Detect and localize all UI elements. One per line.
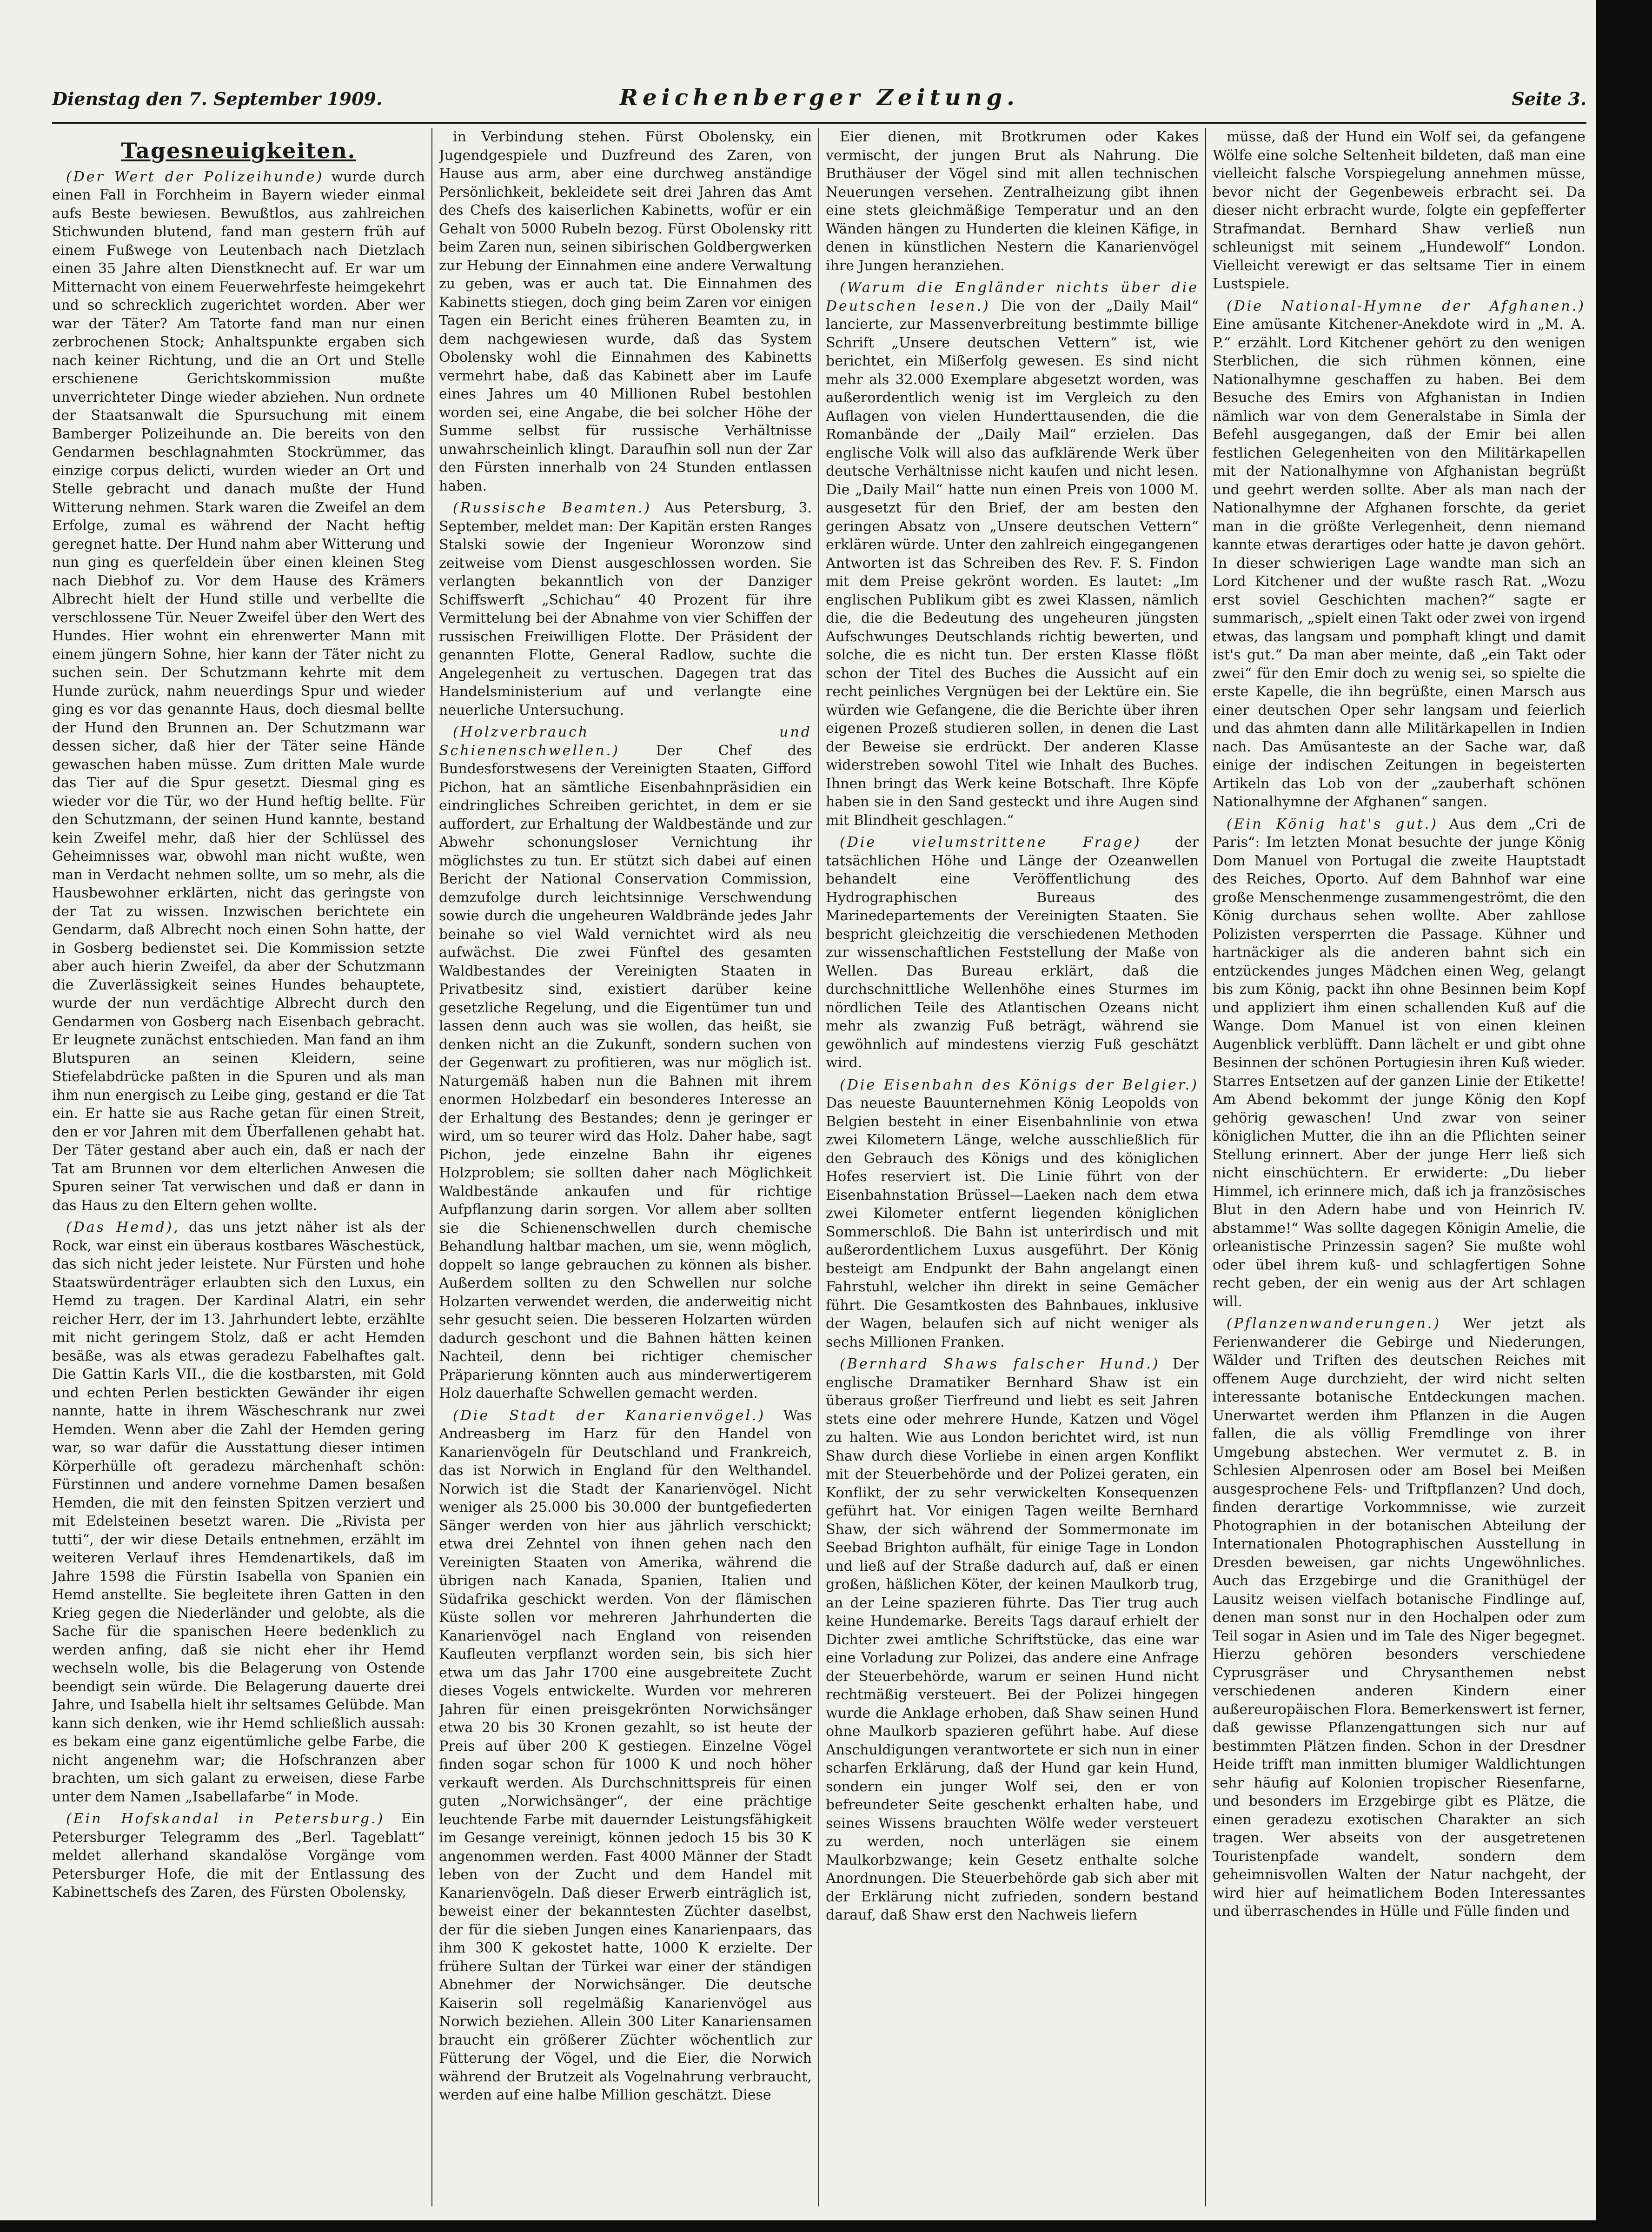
column-2 [439, 128, 812, 2206]
article-keyword: (Die Stadt der Kanarienvögel.) [453, 1407, 766, 1424]
article-paragraph [1213, 1315, 1586, 1921]
article-keyword: (Bernhard Shaws falscher Hund.) [840, 1356, 1160, 1372]
article-text: der tatsächlichen Höhe und Länge der Ozeanwellen behandelt eine Veröffentlichung des Hydrographischen Bureaus des Marinedepartements der Vereinigten Staaten. Sie bespricht gleichzeitig die verschiedenen Methoden zur wissenschaftlichen Feststellung der Maße von Wellen. Das Bureau erklärt, daß die durchschnittliche Wellenhöhe eines Sturmes im nördlichen Teile des Atlantischen Ozeans nicht mehr als zwanzig Fuß beträgt, während sie gewöhnlich auf mindestens vierzig Fuß geschätzt wird. [826, 834, 1199, 1071]
article-paragraph [826, 833, 1199, 1072]
article-text: Wer jetzt als Ferienwanderer die Gebirge und Niederungen, Wälder und Triften des deutschen Reiches mit offenem Auge durchzieht, der wird nicht selten interessante botanische Entdeckungen machen. Unerwartet werden ihm Pflanzen in die Augen fallen, die als völlig Fremdlinge von ihrer Umgebung abstechen. Wer vermutet z. B. in Schlesien Alpenrosen oder am Bosel bei Meißen ausgesprochene Fels- und Triftpflanzen? Und doch, finden derartige Vorkommnisse, wie zurzeit Photographien in der botanischen Abteilung der Internationalen Photographischen Ausstellung in Dresden beweisen, gar nichts Ungewöhnliches. Auch das Erzgebirge und die Granithügel der Lausitz weisen vielfach botanische Findlinge auf, denen man sonst nur in den Hochalpen oder zum Teil sogar in Asien und im Tale des Niger begegnet. Hierzu gehören besonders verschiedene Cyprusgräser und Chrysanthemen nebst verschiedenen anderen Kindern einer außereuropäischen Flora. Bemerkenswert ist ferner, daß gewisse Pflanzengattungen sich nur auf bestimmten Plätzen finden. Schon in der Dresdner Heide trifft man inmitten blumiger Waldlichtungen sehr häufig auf Kolonien tropischer Riesenfarne, und besonders im Erzgebirge gibt es Plätze, die einen geradezu exotischen Charakter an sich tragen. Wer abseits von der ausgetretenen Touristenpfade wandelt, sondern dem geheimnisvollen Walten der Natur nachgeht, der wird hier auf heimatlichem Boden Interessantes und überraschendes in Hülle und Fülle finden und [1213, 1315, 1586, 1920]
article-text: Aus Petersburg, 3. September, meldet man: Der Kapitän ersten Ranges Stalski sowie der Ingenieur Woronzow sind zeitweise vom Dienst ausgeschlossen worden. Sie verlangten bekanntlich von der Danziger Schiffswerft „Schichau“ 40 Prozent für ihre Vermittelung bei der Abnahme von vier Schiffen der russischen Freiwilligen Flotte. Der Präsident der genannten Flotte, General Radlow, suchte die Angelegenheit zu vertuschen. Dagegen trat das Handelsministerium auf und verlangte eine neuerliche Untersuchung. [439, 500, 812, 718]
article-paragraph [1213, 815, 1586, 1311]
article-paragraph [52, 168, 425, 1215]
issue-date: Dienstag den 7. September 1909. [52, 88, 383, 109]
article-text: Der Chef des Bundesforstwesens der Vereinigten Staaten, Gifford Pichon, hat an sämtliche Eisenbahnpräsidien ein eindringliches Schreiben gerichtet, in dem er sie auffordert, zur Erhaltung der Waldbestände und zur Abwehr schonungsloser Vernichtung ihr möglichstes zu tun. Er stützt sich dabei auf einen Bericht der National Conservation Commission, demzufolge durch leichtsinnige Verschwendung sowie durch die ungeheuren Waldbrände jedes Jahr beinahe so viel Wald vernichtet wird als neu aufwächst. Die zwei Fünftel des gesamten Waldbestandes der Vereinigten Staaten in Privatbesitz sind, existiert darüber keine gesetzliche Regelung, und die Eigentümer tun und lassen denn auch was sie wollen, das heißt, sie denken nicht an die Zukunft, sondern suchen von der Gegenwart zu profitieren, was nur möglich ist. Naturgemäß haben nun die Bahnen mit ihrem enormen Holzbedarf ein besonderes Interesse an der Erhaltung des Bestandes; denn je geringer er wird, um so teurer wird das Holz. Daher habe, sagt Pichon, jede einzelne Bahn ihr eigenes Holzproblem; sie sollten daher nach Möglichkeit Waldbestände ankaufen und für richtige Aufpflanzung darin sorgen. Vor allem aber sollten sie die Schienenschwellen durch chemische Behandlung haltbar machen, um sie, wenn möglich, doppelt so lange gebrauchen zu können als bisher. Außerdem sollten zu den Schwellen nur solche Holzarten verwendet werden, die anderweitig nicht sehr gesucht seien. Die besseren Holzarten würden dadurch geschont und die Bahnen hätten keinen Nachteil, denn bei richtiger chemischer Präparierung könnten auch aus minderwertigerem Holz dauerhafte Schwellen gemacht werden. [439, 742, 812, 1402]
article-text: Eier dienen, mit Brotkrumen oder Kakes vermischt, der jungen Brut als Nahrung. Die Bruthäuser der Vögel sind mit allen technischen Neuerungen versehen. Zentralheizung gibt ihnen eine stets gleichmäßige Temperatur und an den Wänden hängen zu Hunderten die kleinen Käfige, in denen in künstlichen Nestern die Kanarienvögel ihre Jungen heranziehen. [826, 129, 1199, 274]
article-keyword: (Die National-Hymne der Afghanen.) [1227, 298, 1586, 314]
article-keyword: (Der Wert der Polizeihunde) [66, 168, 324, 185]
article-paragraph [52, 1218, 425, 1806]
article-paragraph [826, 279, 1199, 830]
article-paragraph [1213, 128, 1586, 293]
article-paragraph [52, 1810, 425, 1902]
article-text: Ein Petersburger Telegramm des „Berl. Tageblatt“ meldet allerhand skandalöse Vorgänge vom Petersburger Hofe, die mit der Entlassung des Kabinettschefs des Zaren, des Fürsten Obolensky, [52, 1811, 425, 1900]
article-keyword: (Die vielumstrittene Frage) [840, 834, 1141, 850]
article-paragraph [826, 1355, 1199, 1925]
article-paragraph [439, 1407, 812, 2105]
scan-border-bottom [0, 2220, 1652, 2232]
article-keyword: (Das Hemd), [66, 1219, 180, 1236]
article-list [439, 128, 812, 2105]
column-divider [818, 128, 819, 2206]
article-paragraph [1213, 297, 1586, 811]
article-keyword: (Ein Hofskandal in Petersburg.) [66, 1811, 385, 1827]
article-paragraph [439, 723, 812, 1403]
article-keyword: (Holzverbrauch und Schienenschwellen.) [439, 724, 812, 759]
article-list [1213, 128, 1586, 1921]
newspaper-title: Reichenberger Zeitung. [619, 85, 1019, 111]
article-paragraph [826, 1076, 1199, 1352]
column-1 [52, 128, 425, 2206]
column-3 [826, 128, 1199, 2206]
page-header [52, 85, 1586, 118]
header-rule [52, 122, 1586, 124]
article-list [52, 168, 425, 1902]
article-paragraph [439, 128, 812, 495]
page-number: Seite 3. [1512, 88, 1586, 109]
section-heading: Tagesneuigkeiten. [121, 138, 356, 163]
article-keyword: (Pflanzenwanderungen.) [1227, 1315, 1441, 1332]
article-text: Die von der „Daily Mail“ lancierte, zur Massenverbreitung bestimmte billige Schrift „Unsere deutschen Vettern“ ist, wie berichtet, ein Mißerfolg gewesen. Es sind nicht mehr als 32.000 Exemplare abgesetzt worden, was außerordentlich wenig ist im Vergleich zu den Auflagen von vielen Hunderttausenden, die die Romanbände der „Daily Mail“ erzielen. Das englische Volk will also das aufklärende Werk über deutsche Verhältnisse nicht kaufen und nicht lesen. Die „Daily Mail“ hatte nun einen Preis von 1000 M. ausgesetzt für den Brief, der am besten den geringen Absatz von „Unsere deutschen Vettern“ erklären würde. Unter den zahlreich eingegangenen Antworten ist das Schreiben des Rev. F. S. Findon mit dem Preise gekrönt worden. Es lautet: „Im englischen Publikum gibt es zwei Klassen, nämlich die, die die Bedeutung des ungeheuren jüngsten Aufschwunges Deutschlands richtig bewerten, und solche, die es nicht tun. Der ersten Klasse flößt schon der Titel des Buches die Aussicht auf ein recht peinliches Vergnügen bei der Lektüre ein. Sie würden wie Gefangene, die die Berichte über ihren eigenen Prozeß studieren sollen, in denen die Last der Beweise sie erdrückt. Der anderen Klasse widerstreben sowohl Titel wie Inhalt des Buches. Ihnen bringt das Werk keine Botschaft. Ihre Köpfe haben sie in den Sand gesteckt und ihre Augen sind mit Blindheit geschlagen.“ [826, 298, 1199, 829]
article-text: müsse, daß der Hund ein Wolf sei, da gefangene Wölfe eine solche Seltenheit bildeten, daß man eine vielleicht falsche Vorspiegelung annehmen müsse, bevor nicht der Gegenbeweis erbracht sei. Da dieser nicht erbracht wurde, folgte ein gepfefferter Strafmandat. Bernhard Shaw verließ nun schleunigst mit seinem „Hundewolf“ London. Vielleicht verewigt er das seltsame Tier in einem Lustspiele. [1213, 129, 1586, 292]
article-text: wurde durch einen Fall in Forchheim in Bayern wieder einmal aufs Beste bewiesen. Bewußtlos, aus zahlreichen Stichwunden blutend, fand man gestern früh auf einem Fußwege von Leutenbach nach Dietzlach einen 35 Jahre alten Dienstknecht auf. Er war um Mitternacht von einem Feuerwehrfeste heimgekehrt und so schrecklich zugerichtet worden. Aber wer war der Täter? Am Tatorte fand man nur einen zerbrochenen Stock; Anhaltspunkte ergaben sich nach keiner Richtung, und die an Ort und Stelle erschienene Gerichtskommission mußte unverrichteter Dinge wieder abziehen. Nun ordnete der Staatsanwalt die Spursuchung mit einem Bamberger Polizeihunde an. Die bereits von den Gendarmen beschlagnahmten Stockrümmer, das einzige corpus delicti, wurden wieder an Ort und Stelle gebracht und danach mußte der Hund Witterung nehmen. Stark waren die Zweifel an dem Erfolge, zumal es während der Nacht heftig geregnet hatte. Der Hund nahm aber Witterung und nun ging es querfeldein über einen kleinen Steg nach Diebhof zu. Vor dem Hause des Krämers Albrecht hielt der Hund stille und verbellte die verschlossene Tür. Neuer Zweifel über den Wert des Hundes. Hier wohnt ein ehrenwerter Mann mit einem jüngern Sohne, hier kann der Täter nicht zu suchen sein. Der Schutzmann kehrte mit dem Hunde zurück, nahm neuerdings Spur und wieder ging es vor das genannte Haus, doch diesmal bellte der Hund den Brunnen an. Der Schutzmann war dessen sicher, daß hier der Täter seine Hände gewaschen haben müsse. Zum dritten Male wurde das Tier auf die Spur gesetzt. Diesmal ging es wieder vor die Tür, wo der Hund heftig bellte. Für den Schutzmann, der seinen Hund kannte, bestand kein Zweifel mehr, daß hier der Schlüssel des Geheimnisses war, obwohl man nicht wußte, wen man in Verdacht nehmen sollte, um so mehr, als die Hausbewohner erklärten, nicht das geringste von der Tat zu wissen. Inzwischen berichtete ein Gendarm, daß Albrecht noch einen Sohn hatte, der in Gosberg bedienstet sei. Die Kommission setzte aber auch hierin Zweifel, da aber der Schutzmann die Zuverlässigkeit seines Hundes behauptete, wurde der nun verdächtige Albrecht durch den Gendarmen von Gosberg nach Eisenbach gebracht. Er leugnete zunächst entschieden. Man fand an ihm Blutspuren an seinen Kleidern, seine Stiefelabdrücke paßten in die Spuren und als man ihm nun energisch zu Leibe ging, gestand er die Tat ein. Er hatte sie aus Rache getan für einen Streit, den er vor Jahren mit dem Überfallenen gehabt hat. Der Täter gestand aber auch ein, daß er nach der Tat am Brunnen vor dem elterlichen Anwesen die Spuren seiner Tat verwischen und daß er dann in das Haus zu den Eltern gehen wollte. [52, 168, 425, 1214]
article-text: Eine amüsante Kitchener-Anekdote wird in „M. A. P.“ erzählt. Lord Kitchener gehört zu den wenigen Sterblichen, die sich rühmen können, eine Nationalhymne geschaffen zu haben. Bei dem Besuche des Emirs von Afghanistan in Indien nämlich war von dem Generalstabe in Simla der Befehl ausgegangen, daß der Emir bei allen festlichen Gelegenheiten von den Militärkapellen mit der Nationalhymne von Afghanistan begrüßt und geehrt werden sollte. Aber als man nach der Nationalhymne der Afghanen forschte, da geriet man in die größte Verlegenheit, denn niemand kannte etwas derartiges oder hatte je davon gehört. In dieser schwierigen Lage wandte man sich an Lord Kitchener und der wußte rasch Rat. „Wozu erst soviel Geschichten machen?“ sagte er summarisch, „spielt einen Takt oder zwei von irgend etwas, das langsam und pomphaft klingt und damit ist's gut.“ Da man aber meinte, daß „ein Takt oder zwei“ für den Emir doch zu wenig sei, so spielte die erste Kapelle, die ihn begrüßte, einen Marsch aus einer deutschen Oper sehr langsam und feierlich und das ahmten dann alle Militärkapellen in Indien nach. Das Amüsanteste an der Sache war, daß einige der indischen Zeitungen in begeisterten Artikeln das Lob von der „zauberhaft schönen Nationalhymne der Afghanen“ sangen. [1213, 316, 1586, 810]
article-keyword: (Die Eisenbahn des Königs der Belgier.) [840, 1076, 1199, 1093]
column-4 [1213, 128, 1586, 2206]
article-text: das uns jetzt näher ist als der Rock, war einst ein überaus kostbares Wäschestück, das sich nicht jeder leistete. Nur Fürsten und hohe Staatswürdenträger erlaubten sich den Luxus, ein Hemd zu tragen. Der Kardinal Alatri, ein sehr reicher Herr, der im 13. Jahrhundert lebte, erzählte mit nicht geringem Stolz, daß er acht Hemden besäße, was als etwas geradezu Fabelhaftes galt. Die Gattin Karls VII., die die kostbarsten, mit Gold und echten Perlen bestickten Gewänder ihr eigen nannte, hatte in ihrem Wäscheschrank nur zwei Hemden. Wenn aber die Zahl der Hemden gering war, so war dafür die Ausstattung dieser intimen Körperhülle oft geradezu märchenhaft schön: Fürstinnen und andere vornehme Damen besaßen Hemden, die mit den feinsten Spitzen verziert und mit Edelsteinen besetzt waren. Die „Rivista per tutti“, der wir diese Details entnehmen, erzählt im weiteren Verlauf ihres Hemdenartikels, daß im Jahre 1598 die Fürstin Isabella von Spanien ein Hemd anstellte. Sie begleitete ihren Gatten in den Krieg gegen die Niederländer und gelobte, als die Sache für die spanischen Heere bedenklich zu werden anfing, daß sie nicht eher ihr Hemd wechseln wolle, bis die Belagerung von Ostende beendigt sein würde. Die Belagerung dauerte drei Jahre, und Isabella hielt ihr seltsames Gelübde. Man kann sich denken, wie ihr Hemd schließlich aussah: es bekam eine ganz eigentümliche gelbe Farbe, die nicht angenehm war; die Hofschranzen aber brachten, um sich galant zu erweisen, diese Farbe unter dem Namen „Isabellafarbe“ in Mode. [52, 1219, 425, 1805]
article-paragraph [439, 499, 812, 719]
article-keyword: (Warum die Engländer nichts über die Deutschen lesen.) [826, 279, 1199, 314]
column-divider [1205, 128, 1206, 2206]
article-keyword: (Russische Beamten.) [453, 500, 652, 516]
article-text: in Verbindung stehen. Fürst Obolensky, ein Jugendgespiele und Duzfreund des Zaren, von Hause aus arm, aber eine durchweg anständige Persönlichkeit, bekleidete seit drei Jahren das Amt des Chefs des kaiserlichen Kabinetts, wofür er ein Gehalt von 5000 Rubeln bezog. Fürst Obolensky ritt beim Zaren nun, seinen sibirischen Goldbergwerken zur Hebung der Einnahmen eine andere Verwaltung zu geben, was er auch tat. Die Einnahmen des Kabinetts stiegen, doch ging beim Zaren vor einigen Tagen ein Bericht eines früheren Beamten zu, in dem nachgewiesen wurde, daß das System Obolensky wohl die Einnahmen des Kabinetts vermehrt habe, daß das Kabinett aber im Laufe eines Jahres um 40 Millionen Rubel bestohlen worden sei, eine Angabe, die bei solcher Höhe der Summe selbst für russische Verhältnisse unwahrscheinlich klingt. Daraufhin soll nun der Zar den Fürsten innerhalb von 24 Stunden entlassen haben. [439, 129, 812, 494]
column-divider [431, 128, 432, 2206]
article-text: Was Andreasberg im Harz für den Handel von Kanarienvögeln für Deutschland und Frankreich, das ist Norwich in England für den Welthandel. Norwich ist die Stadt der Kanarienvögel. Nicht weniger als 25.000 bis 30.000 der buntgefiederten Sänger werden von hier aus jährlich verschickt; etwa drei Zehntel von ihnen gehen nach den Vereinigten Staaten von Amerika, während die übrigen nach Kanada, Spanien, Italien und Südafrika geschickt werden. Von der flämischen Küste sollen vor mehreren Jahrhunderten die Kanarienvögel nach England von reisenden Kaufleuten verpflanzt worden sein, bis sich hier etwa um das Jahr 1700 eine ausgebreitete Zucht dieses Vogels entwickelte. Wurden vor mehreren Jahren für einen preisgekrönten Norwichsänger etwa 20 bis 30 Kronen gezahlt, so ist heute der Preis auf über 200 K gestiegen. Einzelne Vögel finden sogar schon für 1000 K und noch höher verkauft werden. Als Durchschnittspreis für einen guten „Norwichsänger“, der eine prächtige leuchtende Farbe mit dauernder Leistungsfähigkeit im Gesange vereinigt, können jedoch 15 bis 30 K angenommen werden. Fast 4000 Männer der Stadt leben von der Zucht und dem Handel mit Kanarienvögeln. Daß dieser Erwerb einträglich ist, beweist einer der bekanntesten Züchter daselbst, der für die sieben Jungen eines Kanarienpaars, das ihm 300 K gekostet hatte, 1000 K erzielte. Der frühere Sultan der Türkei war einer der ständigen Abnehmer der Norwichsänger. Die deutsche Kaiserin soll regelmäßig Kanarienvögel aus Norwich beziehen. Allein 300 Liter Kanariensamen braucht ein größerer Züchter wöchentlich zur Fütterung der Vögel, und die Eier, die Norwich während der Brutzeit als Vogelnahrung verbraucht, werden auf eine halbe Million geschätzt. Diese [439, 1407, 812, 2103]
article-text: Aus dem „Cri de Paris“: Im letzten Monat besuchte der junge König Dom Manuel von Portugal die zweite Hauptstadt des Reiches, Oporto. Auf dem Bahnhof war eine große Menschenmenge zusammengeströmt, die den König durchaus sehen wollte. Aber zahllose Polizisten versperrten die Passage. Kühner und hartnäckiger als die anderen bahnt sich ein entzückendes junges Mädchen einen Weg, gelangt bis zum König, packt ihn ohne Besinnen beim Kopf und appliziert ihm einen schallenden Kuß auf die Wange. Dom Manuel ist von einen kleinen Augenblick verblüfft. Dann lächelt er und gibt ohne Besinnen der schönen Portugiesin ihren Kuß wieder. Starres Entsetzen auf der ganzen Linie der Etikette! Am Abend bekommt der junge König den Kopf gehörig gewaschen! Und zwar von seiner königlichen Mutter, die ihn an die Pflichten seiner Stellung erinnert. Aber der junge Herr ließ sich nicht einschüchtern. Er erwiderte: „Du lieber Himmel, ich erinnere mich, daß ich ja französisches Blut in den Adern habe und von Heinrich IV. abstamme!“ Was sollte dagegen Königin Amelie, die orleanistische Prinzessin sagen? Sie mußte wohl oder übel ihrem kuß- und schlagfertigen Sohne recht geben, der ein wenig aus der Art schlagen will. [1213, 816, 1586, 1310]
scan-border-right [1596, 0, 1652, 2232]
article-list [826, 128, 1199, 1925]
article-text: Der englische Dramatiker Bernhard Shaw ist ein überaus großer Tierfreund und liebt es seit Jahren stets eine oder mehrere Hunde, Katzen und Vögel zu halten. Wie aus London berichtet wird, ist nun Shaw durch diese Vorliebe in einen argen Konflikt mit der Steuerbehörde und der Polizei geraten, ein Konflikt, der zu sehr verwickelten Konsequenzen geführt hat. Vor einigen Tagen weilte Bernhard Shaw, der sich während der Sommermonate im Seebad Brighton aufhält, für einige Tage in London und ließ auf der Straße dadurch auf, daß er einen großen, häßlichen Köter, der keinen Maulkorb trug, an der Leine spazieren führte. Das Tier trug auch keine Hundemarke. Bereits Tags darauf erhielt der Dichter zwei amtliche Schriftstücke, das eine war eine Vorladung zur Polizei, das andere eine Anfrage der Steuerbehörde, warum er seinen Hund nicht rechtmäßig versteuert. Bei der Polizei hingegen wurde die Anklage erhoben, daß Shaw seinen Hund ohne Maulkorb spazieren geführt habe. Auf diese Anschuldigungen verantwortete er sich nun in einer scharfen Erklärung, daß der Hund gar kein Hund, sondern ein junger Wolf sei, den er von befreundeter Seite geschenkt erhalten habe, und seines Wissens brauchten Wölfe weder versteuert zu werden, noch unterlägen sie einem Maulkorbzwange; kein Gesetz enthalte solche Anordnungen. Die Steuerbehörde gab sich aber mit der Erklärung nicht zufrieden, sondern bestand darauf, daß Shaw erst den Nachweis liefern [826, 1356, 1199, 1923]
article-text: Das neueste Bauunternehmen König Leopolds von Belgien besteht in einer Eisenbahnlinie von etwa zwei Kilometern Länge, welche ausschließlich für den Gebrauch des Königs und des königlichen Hofes reserviert ist. Die Linie führt von der Eisenbahnstation Brüssel—Laeken nach dem etwa zwei Kilometer entfernt liegenden königlichen Sommerschloß. Die Bahn ist unterirdisch und mit außerordentlichem Luxus ausgeführt. Der König besteigt am Endpunkt der Bahn angelangt einen Fahrstuhl, welcher ihn direkt in seine Gemächer führt. Die Gesamtkosten des Bahnbaues, inklusive der Wagen, belaufen sich auf nicht weniger als sechs Millionen Franken. [826, 1095, 1199, 1350]
article-paragraph [826, 128, 1199, 275]
article-keyword: (Ein König hat's gut.) [1227, 816, 1438, 832]
